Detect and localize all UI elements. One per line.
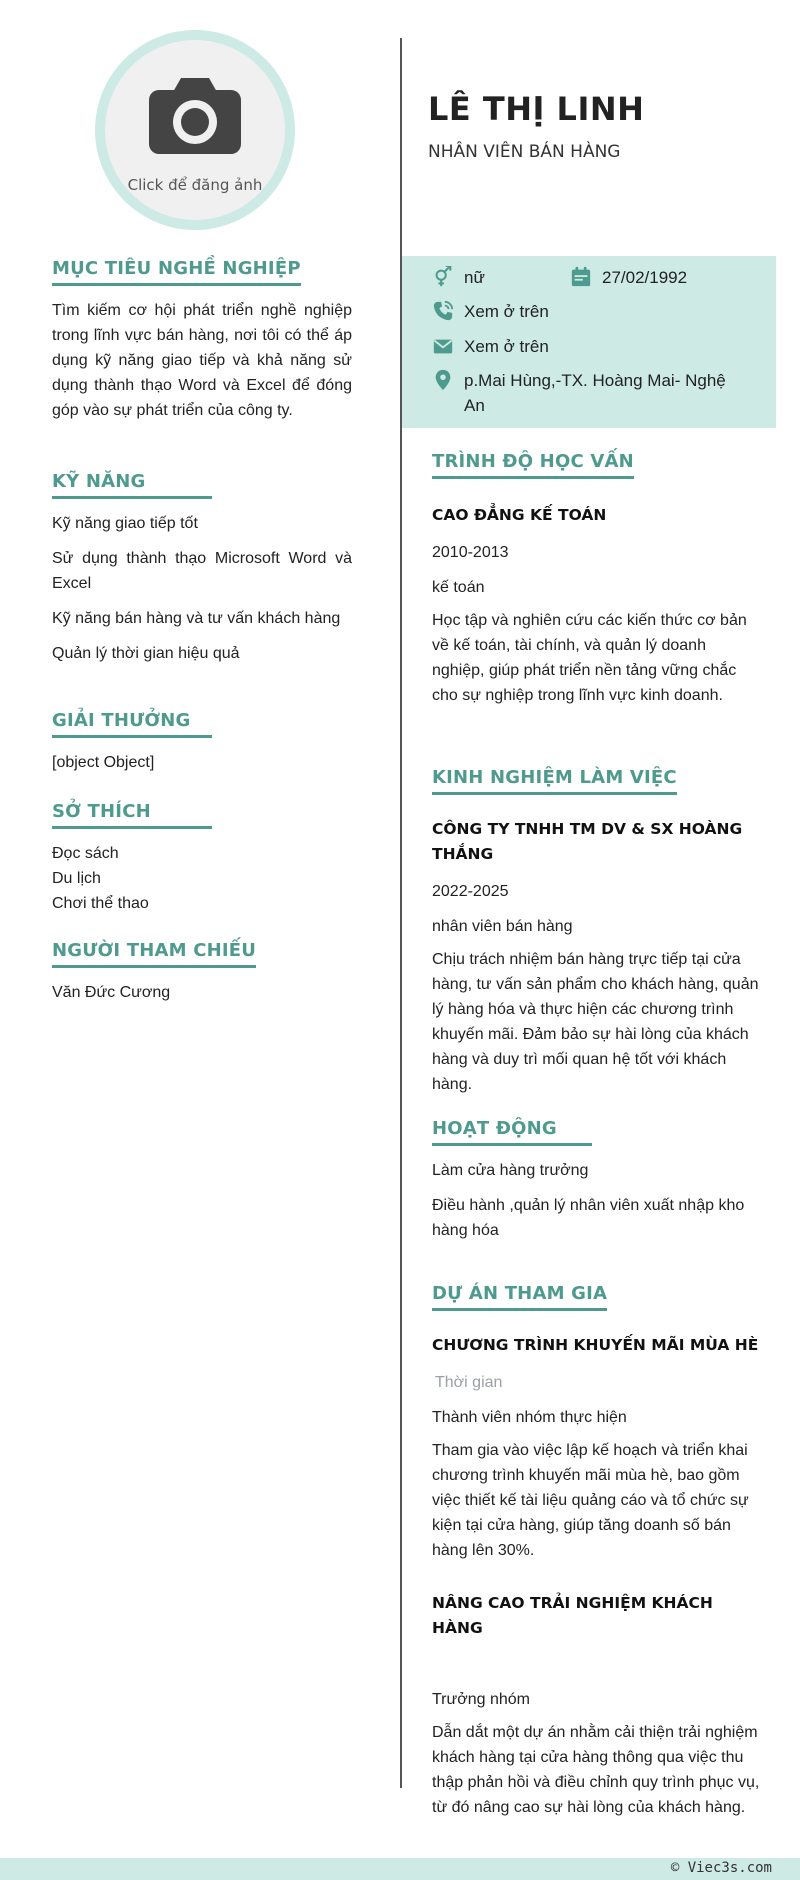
awards-section (52, 710, 352, 775)
skill-item: Sử dụng thành thạo Microsoft Word và Excel (52, 550, 352, 592)
activities-title: HOẠT ĐỘNG (432, 1118, 592, 1146)
awards-title: GIẢI THƯỞNG (52, 710, 212, 738)
education-school: CAO ĐẲNG KẾ TOÁN (432, 506, 607, 524)
contact-gender (432, 265, 485, 290)
camera-icon (149, 76, 241, 156)
experience-position: nhân viên bán hàng (432, 918, 573, 935)
skill-item: Kỹ năng bán hàng và tư vấn khách hàng (52, 610, 341, 627)
hobbies-list (52, 841, 352, 916)
project-time: Thời gian (435, 1374, 503, 1391)
experience-title: KINH NGHIỆM LÀM VIỆC (432, 767, 677, 795)
location-pin-icon (432, 369, 454, 391)
experience-period: 2022-2025 (432, 883, 509, 900)
hobbies-section (52, 801, 352, 916)
education-major: kế toán (432, 579, 485, 596)
email-icon (432, 335, 454, 357)
skills-section (52, 471, 352, 666)
skill-item: Quản lý thời gian hiệu quả (52, 645, 240, 662)
project-description: Tham gia vào việc lập kế hoạch và triển khai chương trình khuyến mãi mùa hè, bao gồm việc thiết kế tài liệu quảng cáo và tổ chức sự kiện tại cửa hàng, giúp tăng doanh số bán hàng lên 30%. (432, 1442, 749, 1559)
objective-section (52, 258, 352, 423)
phone-icon (432, 300, 454, 322)
project-name: NÂNG CAO TRẢI NGHIỆM KHÁCH HÀNG (432, 1594, 713, 1637)
experience-section (432, 767, 762, 1097)
project-role: Thành viên nhóm thực hiện (432, 1409, 627, 1426)
contact-birthdate (570, 265, 687, 290)
avatar-placeholder[interactable] (105, 40, 285, 220)
avatar[interactable] (95, 30, 295, 230)
contact-email[interactable] (432, 334, 549, 359)
objective-text: Tìm kiếm cơ hội phát triển nghề nghiệp trong lĩnh vực bán hàng, nơi tôi có thể áp dụng kỹ năng giao tiếp và khả năng sử dụng thành thạo Word và Excel để đóng góp vào sự phát triển của công ty. (52, 302, 352, 419)
birthdate-value: 27/02/1992 (602, 268, 688, 287)
footer-credit: © Viec3s.com (670, 1860, 772, 1876)
skills-list (52, 511, 352, 666)
project-role: Trưởng nhóm (432, 1691, 530, 1708)
profile-name: LÊ THỊ LINH (428, 90, 645, 128)
address-value: p.Mai Hùng,-TX. Hoàng Mai- Nghệ An (464, 371, 726, 415)
activity-item: Điều hành ,quản lý nhân viên xuất nhập kho hàng hóa (432, 1197, 745, 1239)
references-section (52, 940, 352, 1005)
objective-title: MỤC TIÊU NGHỀ NGHIỆP (52, 258, 301, 286)
education-title: TRÌNH ĐỘ HỌC VẤN (432, 451, 634, 479)
email-value: Xem ở trên (464, 337, 549, 356)
hobbies-title: SỞ THÍCH (52, 801, 212, 829)
contact-address (432, 368, 742, 418)
experience-description: Chịu trách nhiệm bán hàng trực tiếp tại cửa hàng, tư vấn sản phẩm cho khách hàng, quản lý hàng hóa và thực hiện các chương trình khuyến mãi. Đảm bảo sự hài lòng của khách hàng và duy trì mối quan hệ tốt với khách hàng. (432, 951, 759, 1093)
phone-value: Xem ở trên (464, 302, 549, 321)
project-description: Dẫn dắt một dự án nhằm cải thiện trải nghiệm khách hàng tại cửa hàng thông qua việc thu thập phản hồi và điều chỉnh quy trình phục vụ, từ đó nâng cao sự hài lòng của khách hàng. (432, 1724, 760, 1816)
contact-phone[interactable] (432, 299, 549, 324)
education-section (432, 451, 762, 708)
skill-item: Kỹ năng giao tiếp tốt (52, 515, 198, 532)
hobby-item: Chơi thể thao (52, 895, 149, 912)
gender-value: nữ (464, 268, 485, 287)
projects-section (432, 1283, 762, 1820)
hobby-item: Du lịch (52, 870, 101, 887)
footer-bar (0, 1858, 800, 1880)
activity-item: Làm cửa hàng trưởng (432, 1162, 589, 1179)
projects-title: DỰ ÁN THAM GIA (432, 1283, 607, 1311)
education-description: Học tập và nghiên cứu các kiến thức cơ bản về kế toán, tài chính, và quản lý doanh nghiệp, giúp phát triển nền tảng vững chắc cho sự nghiệp trong lĩnh vực kinh doanh. (432, 612, 747, 704)
avatar-caption: Click để đăng ảnh (127, 176, 263, 194)
awards-text: [object Object] (52, 754, 155, 771)
hobby-item: Đọc sách (52, 845, 119, 862)
skills-title: KỸ NĂNG (52, 471, 212, 499)
experience-company: CÔNG TY TNHH TM DV & SX HOÀNG THẮNG (432, 820, 743, 863)
project-name: CHƯƠNG TRÌNH KHUYẾN MÃI MÙA HÈ (432, 1336, 759, 1354)
profile-title: NHÂN VIÊN BÁN HÀNG (428, 142, 621, 162)
activities-section (432, 1118, 762, 1243)
references-title: NGƯỜI THAM CHIẾU (52, 940, 256, 968)
references-text: Văn Đức Cương (52, 984, 171, 1001)
calendar-icon (570, 266, 592, 288)
education-period: 2010-2013 (432, 544, 509, 561)
gender-icon (432, 266, 454, 288)
